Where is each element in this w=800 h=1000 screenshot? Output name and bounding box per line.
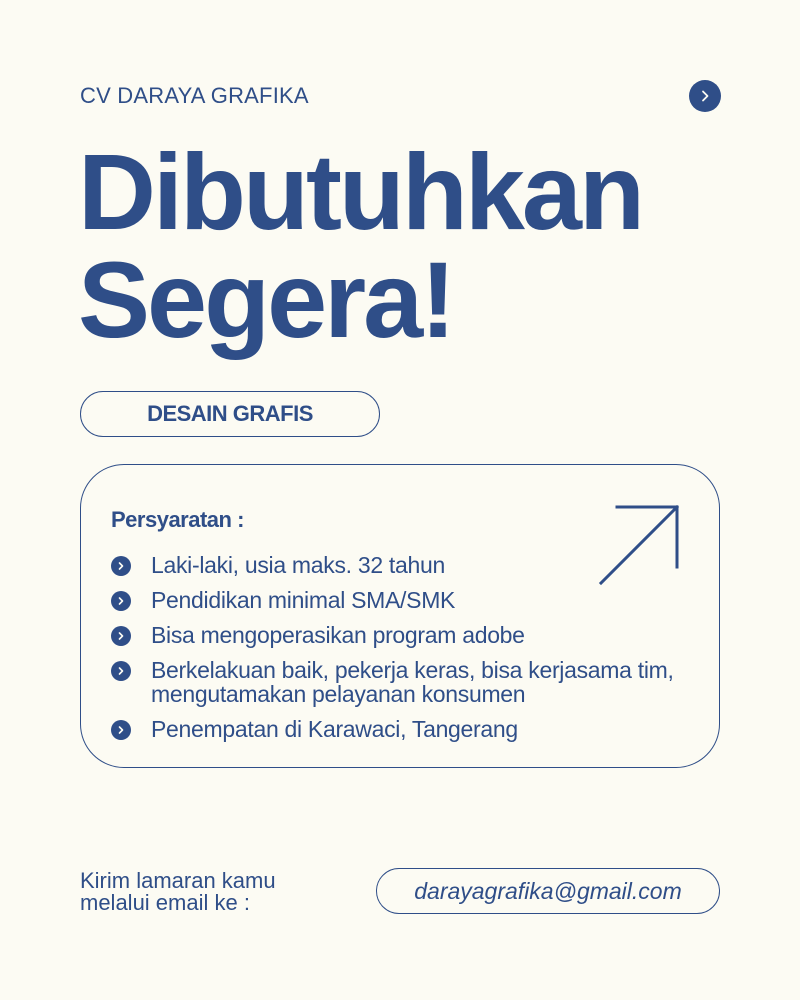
contact-line-2: melalui email ke : [80,890,250,915]
list-item [111,623,711,647]
position-badge: DESAIN GRAFIS [80,391,380,437]
email-link[interactable]: darayagrafika@gmail.com [376,868,720,914]
contact-line-1: Kirim lamaran kamu [80,868,276,893]
list-item [111,717,711,741]
chevron-right-icon [111,720,131,740]
list-item [111,588,711,612]
headline [78,131,642,360]
next-button[interactable] [689,80,721,112]
requirement-text: Laki-laki, usia maks. 32 tahun [151,552,445,578]
requirement-text: Pendidikan minimal SMA/SMK [151,587,456,613]
headline-line-2: Segera! [78,239,454,360]
headline-line-1: Dibutuhkan [78,131,642,252]
chevron-right-icon [111,661,131,681]
requirements-list [111,553,711,752]
requirement-text: Penempatan di Karawaci, Tangerang [151,716,518,742]
company-name: CV DARAYA GRAFIKA [80,83,309,108]
requirements-title: Persyaratan : [111,507,244,532]
contact-instruction [80,870,276,914]
chevron-right-icon [111,556,131,576]
requirement-text: Bisa mengoperasikan program adobe [151,622,525,648]
requirements-card [80,464,720,768]
chevron-right-icon [111,626,131,646]
requirement-text: Berkelakuan baik, pekerja keras, bisa kerjasama tim, mengutamakan pelayanan konsumen [151,657,674,707]
chevron-right-icon [698,89,712,103]
list-item [111,553,711,577]
chevron-right-icon [111,591,131,611]
list-item [111,658,711,706]
